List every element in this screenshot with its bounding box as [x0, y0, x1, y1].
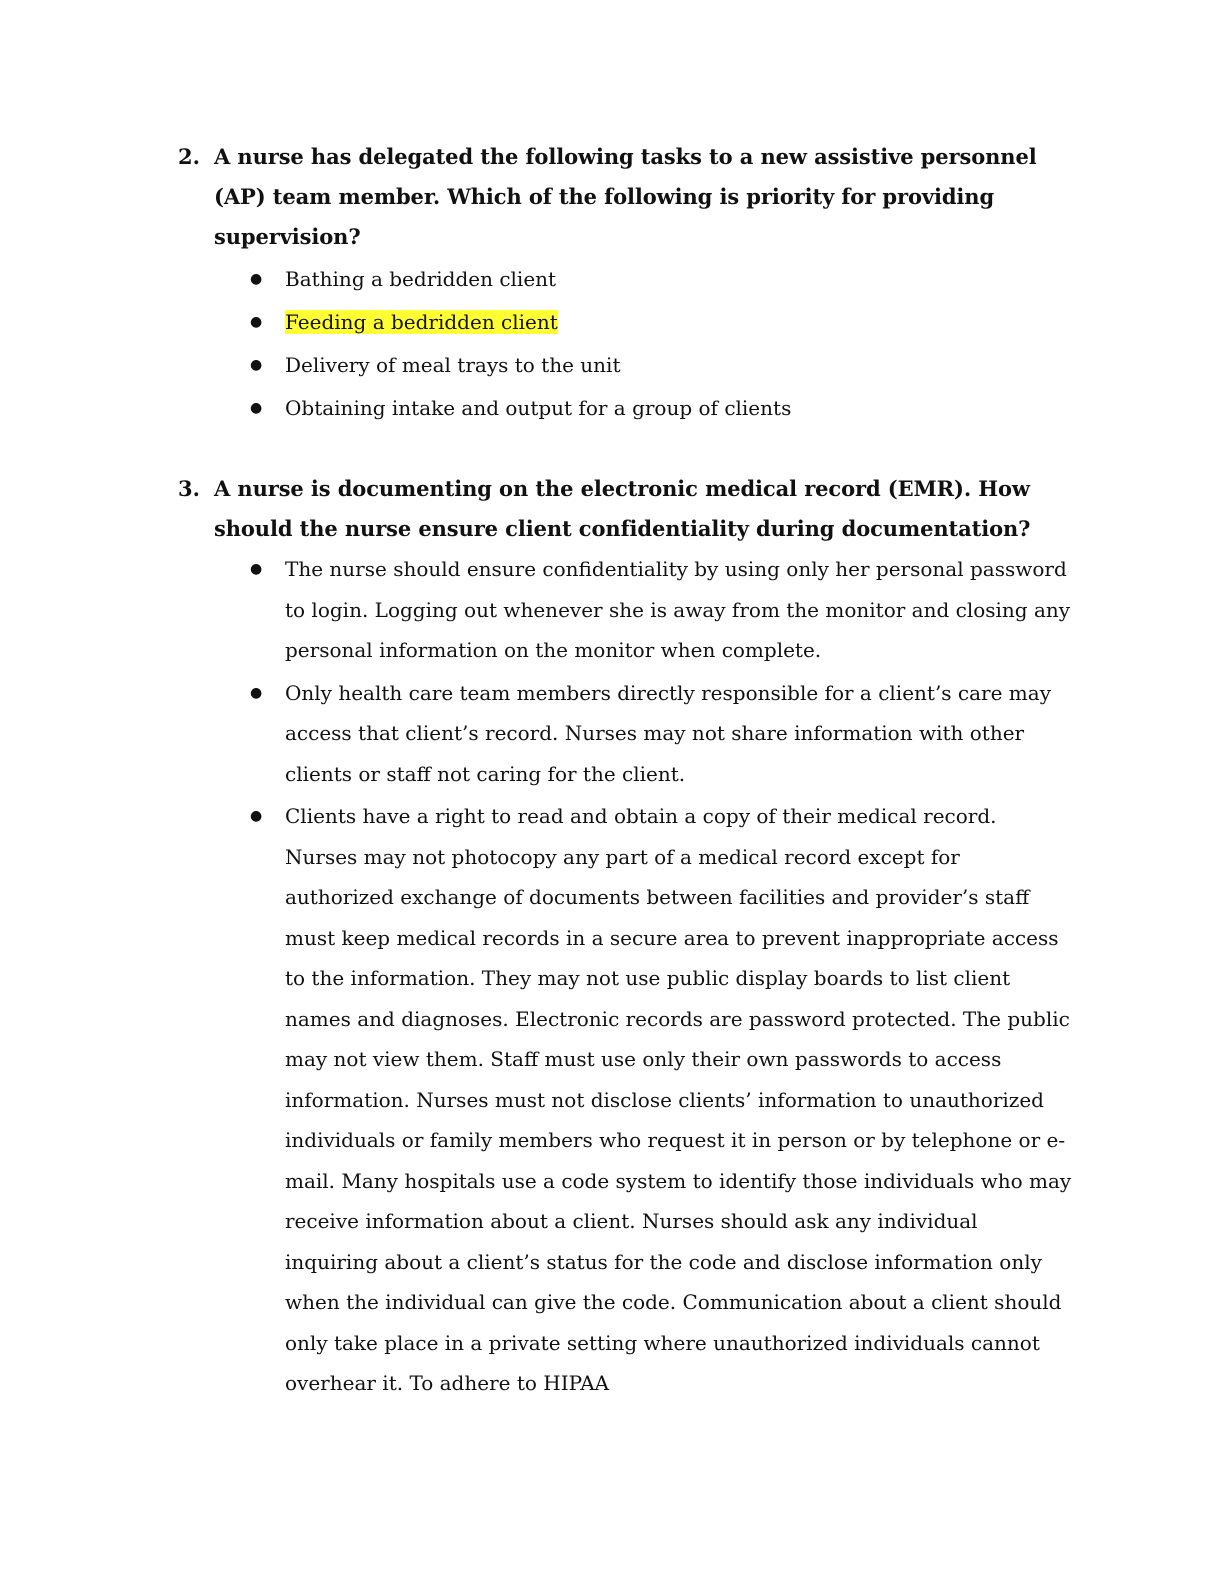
bullet-icon: ● — [250, 400, 263, 416]
answer-option-text: Delivery of meal trays to the unit — [285, 353, 621, 377]
answer-options — [250, 549, 1078, 1404]
bullet-icon: ● — [250, 314, 263, 330]
answer-options — [250, 258, 1078, 430]
bullet-icon: ● — [250, 357, 263, 373]
answer-option — [250, 796, 1075, 1404]
bullet-icon: ● — [250, 271, 263, 287]
answer-option-text: Obtaining intake and output for a group of clients — [285, 396, 792, 420]
question-text: A nurse has delegated the following tasks to a new assistive personnel (AP) team member. Which of the following is priority for providing supervision? — [214, 144, 1037, 249]
bullet-icon: ● — [250, 561, 263, 577]
answer-option-highlighted — [250, 301, 1075, 344]
question-text: A nurse is documenting on the electronic medical record (EMR). How should the nurse ensure client confidentiality during documentation? — [214, 476, 1031, 541]
question-header — [178, 137, 1078, 257]
answer-option-text: Only health care team members directly responsible for a client’s care may access that client’s record. Nurses may not share information with other clients or staff not caring for the client. — [285, 680, 1051, 786]
bullet-icon: ● — [250, 808, 263, 824]
answer-option — [250, 344, 1075, 387]
answer-option-text: Bathing a bedridden client — [285, 267, 557, 291]
question-header — [178, 469, 1078, 549]
bullet-icon: ● — [250, 684, 263, 701]
answer-option — [250, 387, 1075, 430]
answer-option — [250, 549, 1075, 671]
question-3 — [178, 469, 1078, 1406]
question-2 — [178, 137, 1078, 430]
answer-option-text: The nurse should ensure confidentiality by using only her personal password to login. Logging out whenever she is away from the monitor and closing any personal information on the monitor when complete. — [285, 557, 1071, 662]
answer-option — [250, 673, 1075, 795]
answer-option — [250, 258, 1075, 301]
answer-option-text: Feeding a bedridden client — [285, 310, 558, 334]
question-number: 3. — [178, 476, 200, 501]
question-number: 2. — [178, 144, 200, 169]
answer-option-text: Clients have a right to read and obtain a copy of their medical record. Nurses may not photocopy any part of a medical record except for authorized exchange of documents between facilities and provider’s staff must keep medical records in a secure area to prevent inappropriate access to the information. They may not use public display boards to list client names and diagnoses. Electronic records are password protected. The public may not view them. Staff must use only their own passwords to access information. Nurses must not disclose clients’ information to unauthorized individuals or family members who request it in person or by telephone or e-mail. Many hospitals use a code system to identify those individuals who may receive information about a client. Nurses should ask any individual inquiring about a client’s status for the code and disclose information only when the individual can give the code. Communication about a client should only take place in a private setting where unauthorized individuals cannot overhear it. To adhere to HIPAA — [285, 804, 1072, 1395]
